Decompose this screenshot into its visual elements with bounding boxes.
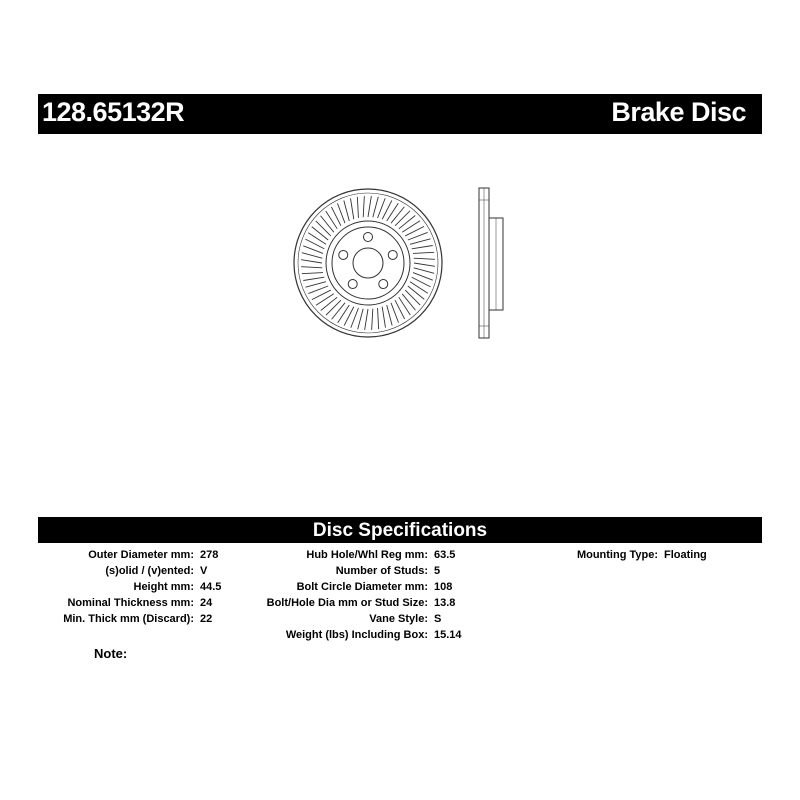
vane-line <box>382 307 385 328</box>
spec-value: 13.8 <box>434 597 456 609</box>
header-bar <box>38 94 762 134</box>
vane-line <box>372 309 373 330</box>
vane-line <box>316 294 334 306</box>
vane-line <box>308 233 326 245</box>
spec-label: Hub Hole/Whl Reg mm: <box>306 549 428 561</box>
bolt-hole <box>348 280 357 289</box>
specs-column-3 <box>540 547 707 563</box>
vane-line <box>357 197 358 218</box>
vane-line <box>301 267 322 268</box>
spec-label: Nominal Thickness mm: <box>67 597 194 609</box>
bolt-hole <box>339 250 348 259</box>
spec-row <box>250 627 462 643</box>
vane-line <box>312 227 328 240</box>
spec-row <box>250 595 462 611</box>
vane-line <box>402 221 420 233</box>
spec-label: Bolt Circle Diameter mm: <box>296 581 428 593</box>
specs-title-bar <box>38 517 762 543</box>
vane-line <box>405 290 420 305</box>
vane-line <box>338 305 350 323</box>
spec-label: (s)olid / (v)ented: <box>105 565 194 577</box>
vane-line <box>326 211 338 229</box>
vane-line <box>399 297 411 315</box>
vane-line <box>402 294 415 310</box>
spec-value: 22 <box>200 613 213 625</box>
bolt-hole <box>364 233 373 242</box>
vane-line <box>326 300 341 315</box>
spec-label: Vane Style: <box>369 613 428 625</box>
brake-disc-drawing <box>280 180 520 350</box>
vane-line <box>301 260 322 263</box>
spec-value: 24 <box>200 597 213 609</box>
disc-side-view <box>479 188 503 338</box>
spec-label: Mounting Type: <box>576 549 658 561</box>
vane-line <box>378 308 379 329</box>
vane-line <box>410 282 428 294</box>
vane-line <box>302 253 322 259</box>
spec-row <box>540 547 707 563</box>
vane-line <box>414 263 435 266</box>
spec-label: Min. Thick mm (Discard): <box>63 613 194 625</box>
vane-line <box>414 268 434 274</box>
spec-value: 63.5 <box>434 549 456 561</box>
product-type: Brake Disc <box>611 97 746 127</box>
vane-line <box>414 258 435 259</box>
note-label: Note: <box>94 646 128 661</box>
vane-line <box>302 273 323 274</box>
vane-line <box>358 309 364 329</box>
vane-line <box>306 282 326 287</box>
vane-line <box>387 305 392 325</box>
vane-line <box>391 207 404 223</box>
vane-line <box>412 246 433 249</box>
vane-line <box>410 239 430 244</box>
vane-line <box>365 309 368 330</box>
spec-value: 15.14 <box>434 629 462 641</box>
vane-line <box>387 203 399 221</box>
vane-line <box>408 286 424 299</box>
spec-value: Floating <box>664 549 707 561</box>
spec-row <box>38 563 221 579</box>
spec-label: Weight (lbs) Including Box: <box>285 629 428 641</box>
specs-column-2 <box>250 547 462 643</box>
vane-line <box>344 201 349 221</box>
vane-line <box>316 221 331 236</box>
vane-line <box>303 277 324 280</box>
spec-value: S <box>434 613 442 625</box>
disc-front-view <box>294 189 442 337</box>
spec-label: Number of Studs: <box>335 565 428 577</box>
vane-line <box>351 198 354 219</box>
specs-column-1 <box>38 547 221 627</box>
vane-line <box>373 197 379 217</box>
spec-row <box>250 579 462 595</box>
vane-line <box>399 216 415 229</box>
spec-value: V <box>200 565 208 577</box>
bolt-hole <box>379 280 388 289</box>
vane-line <box>368 196 371 217</box>
vane-line <box>321 216 334 232</box>
spec-row <box>38 595 221 611</box>
vane-line <box>395 211 410 226</box>
spec-label: Outer Diameter mm: <box>88 549 194 561</box>
bolt-hole <box>388 250 397 259</box>
spec-row <box>250 563 462 579</box>
vane-line <box>321 297 337 310</box>
vane-line <box>332 303 345 319</box>
spec-value: 5 <box>434 565 441 577</box>
spec-value: 278 <box>200 549 219 561</box>
spec-row <box>250 611 462 627</box>
spec-row <box>250 547 462 563</box>
vane-line <box>363 196 364 217</box>
vane-line <box>413 252 434 253</box>
spec-label: Bolt/Hole Dia mm or Stud Size: <box>266 597 428 609</box>
spec-row <box>38 611 221 627</box>
spec-value: 108 <box>434 581 453 593</box>
specs-title: Disc Specifications <box>312 520 488 541</box>
part-number: 128.65132R <box>42 97 185 127</box>
spec-row <box>38 579 221 595</box>
spec-label: Height mm: <box>133 581 194 593</box>
spec-row <box>38 547 221 563</box>
spec-value: 44.5 <box>200 581 222 593</box>
